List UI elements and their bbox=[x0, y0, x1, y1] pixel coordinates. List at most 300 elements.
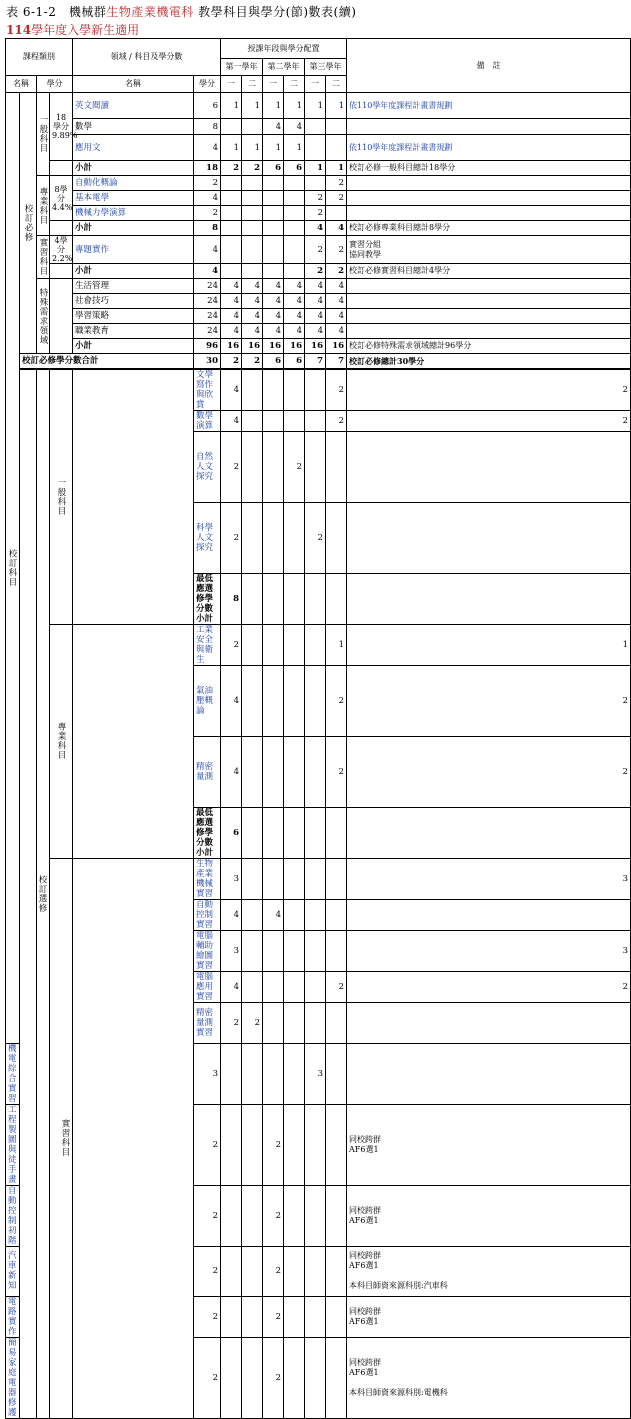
semester-credits: 4 bbox=[326, 309, 347, 324]
table-row bbox=[6, 221, 631, 236]
semester-credits bbox=[242, 206, 263, 221]
semester-credits: 2 bbox=[347, 369, 631, 411]
subject-name: 工業安全與衛生 bbox=[194, 624, 221, 665]
semester-credits: 1 bbox=[263, 93, 284, 119]
subject-name: 電腦輔助繪圖實習 bbox=[194, 930, 221, 971]
semester-credits bbox=[242, 807, 263, 858]
semester-credits bbox=[305, 135, 326, 161]
semester-credits bbox=[242, 1185, 263, 1246]
remark-line: 協同教學 bbox=[349, 249, 382, 259]
table-row bbox=[6, 294, 631, 309]
semester-credits: 4 bbox=[263, 279, 284, 294]
remark-cell bbox=[347, 1043, 631, 1104]
subject-credits: 4 bbox=[194, 264, 221, 279]
table-row bbox=[6, 324, 631, 339]
semester-credits: 4 bbox=[284, 324, 305, 339]
semester-credits: 4 bbox=[305, 279, 326, 294]
semester-credits: 2 bbox=[242, 354, 263, 369]
semester-credits bbox=[242, 899, 263, 930]
semester-credits bbox=[326, 858, 347, 899]
semester-credits: 4 bbox=[221, 309, 242, 324]
semester-credits bbox=[326, 502, 347, 573]
semester-credits bbox=[284, 1185, 305, 1246]
semester-credits bbox=[347, 1002, 631, 1043]
header-sem: 一 bbox=[263, 76, 284, 93]
table-row bbox=[6, 858, 631, 899]
semester-credits bbox=[221, 221, 242, 236]
subject-credits: 2 bbox=[221, 624, 242, 665]
semester-credits bbox=[326, 1337, 347, 1418]
header-subject-area: 領域 / 科目及學分數 bbox=[73, 39, 221, 76]
blank-cell bbox=[73, 369, 194, 625]
semester-credits bbox=[305, 431, 326, 502]
general-credits-label: 18學分 9.89% bbox=[50, 93, 73, 161]
semester-credits bbox=[221, 1043, 242, 1104]
semester-credits bbox=[263, 807, 284, 858]
semester-credits bbox=[326, 930, 347, 971]
subject-name: 數學演算 bbox=[194, 410, 221, 431]
semester-credits: 4 bbox=[326, 324, 347, 339]
semester-credits: 4 bbox=[305, 324, 326, 339]
semester-credits bbox=[305, 899, 326, 930]
subject-name: 小計 bbox=[73, 221, 194, 236]
semester-credits: 7 bbox=[326, 354, 347, 369]
subject-credits: 2 bbox=[221, 431, 242, 502]
remark-cell bbox=[347, 176, 631, 191]
header-sem: 二 bbox=[326, 76, 347, 93]
semester-credits: 1 bbox=[221, 135, 242, 161]
subject-name: 自動控制實習 bbox=[194, 899, 221, 930]
semester-credits: 16 bbox=[284, 339, 305, 354]
semester-credits: 2 bbox=[242, 161, 263, 176]
semester-credits: 1 bbox=[326, 161, 347, 176]
semester-credits bbox=[284, 736, 305, 807]
semester-credits: 4 bbox=[284, 279, 305, 294]
semester-credits bbox=[305, 176, 326, 191]
semester-credits: 4 bbox=[221, 324, 242, 339]
professional-subjects-label: 專業科目 bbox=[37, 176, 50, 236]
semester-credits: 2 bbox=[326, 191, 347, 206]
subject-credits: 24 bbox=[194, 294, 221, 309]
remark-cell: 校訂必修專業科目總計8學分 bbox=[347, 221, 631, 236]
subject-credits: 96 bbox=[194, 339, 221, 354]
semester-credits: 4 bbox=[263, 324, 284, 339]
semester-credits bbox=[305, 1104, 326, 1185]
semester-credits bbox=[284, 573, 305, 624]
semester-credits: 4 bbox=[221, 294, 242, 309]
subject-name: 自動控制初階 bbox=[6, 1185, 20, 1246]
school-subjects-label bbox=[20, 369, 37, 1419]
semester-credits bbox=[284, 410, 305, 431]
table-row bbox=[6, 339, 631, 354]
remark-cell bbox=[347, 279, 631, 294]
semester-credits bbox=[242, 858, 263, 899]
semester-credits bbox=[263, 1043, 284, 1104]
semester-credits bbox=[284, 1104, 305, 1185]
semester-credits: 4 bbox=[242, 294, 263, 309]
semester-credits bbox=[326, 807, 347, 858]
subject-name: 基本電學 bbox=[73, 191, 194, 206]
subject-credits: 4 bbox=[221, 665, 242, 736]
subject-name: 最低應選修學分數小計 bbox=[194, 807, 221, 858]
semester-credits: 2 bbox=[305, 502, 326, 573]
remark-cell: 校訂必修特殊需求領域總計96學分 bbox=[347, 339, 631, 354]
semester-credits bbox=[305, 1246, 326, 1296]
semester-credits bbox=[263, 264, 284, 279]
semester-credits bbox=[242, 1246, 263, 1296]
remark-line: 同校跨群 bbox=[349, 1134, 382, 1144]
subject-name: 工程製圖與徒手畫 bbox=[6, 1104, 20, 1185]
semester-credits: 4 bbox=[221, 279, 242, 294]
semester-credits bbox=[284, 191, 305, 206]
subject-name: 精密量測實習 bbox=[194, 1002, 221, 1043]
semester-credits bbox=[263, 176, 284, 191]
semester-credits bbox=[347, 573, 631, 624]
subject-name: 機電綜合實習 bbox=[6, 1043, 20, 1104]
subject-credits: 24 bbox=[194, 309, 221, 324]
subject-credits: 6 bbox=[221, 807, 242, 858]
semester-credits bbox=[242, 264, 263, 279]
subject-credits: 8 bbox=[194, 119, 221, 135]
subject-name: 英文閱讀 bbox=[73, 93, 194, 119]
general-subjects-label: 一般科目 bbox=[37, 93, 50, 176]
subject-name: 精密量測 bbox=[194, 736, 221, 807]
semester-credits bbox=[221, 176, 242, 191]
semester-credits bbox=[242, 236, 263, 264]
table-row bbox=[6, 206, 631, 221]
semester-credits: 16 bbox=[242, 339, 263, 354]
semester-credits bbox=[263, 573, 284, 624]
required-label: 校訂必修 bbox=[20, 93, 37, 354]
semester-credits bbox=[242, 573, 263, 624]
table-row bbox=[6, 176, 631, 191]
semester-credits bbox=[305, 930, 326, 971]
semester-credits: 4 bbox=[305, 221, 326, 236]
semester-credits bbox=[242, 971, 263, 1002]
semester-credits bbox=[284, 1337, 305, 1418]
semester-credits bbox=[242, 736, 263, 807]
header-category: 課程類別 bbox=[6, 39, 73, 76]
page-subtitle: 114學年度入學新生適用 bbox=[6, 23, 140, 37]
semester-credits bbox=[284, 1043, 305, 1104]
blank-cell bbox=[50, 221, 73, 236]
semester-credits: 6 bbox=[263, 354, 284, 369]
subject-name: 職業教育 bbox=[73, 324, 194, 339]
semester-credits bbox=[221, 1337, 242, 1418]
semester-credits: 2 bbox=[326, 264, 347, 279]
header-remarks: 備 註 bbox=[347, 39, 631, 93]
subject-credits: 3 bbox=[194, 1043, 221, 1104]
remark-cell bbox=[347, 1185, 631, 1246]
semester-credits bbox=[221, 119, 242, 135]
semester-credits bbox=[305, 1185, 326, 1246]
semester-credits bbox=[242, 221, 263, 236]
semester-credits bbox=[242, 624, 263, 665]
semester-credits: 16 bbox=[305, 339, 326, 354]
semester-credits: 6 bbox=[284, 354, 305, 369]
header-sem: 一 bbox=[221, 76, 242, 93]
remark-line: 同校跨群 bbox=[349, 1357, 382, 1367]
remark-cell: 校訂必修實習科目總計4學分 bbox=[347, 264, 631, 279]
semester-credits bbox=[305, 1296, 326, 1337]
subject-credits: 2 bbox=[194, 1246, 221, 1296]
required-total-label: 校訂必修學分數合計 bbox=[20, 354, 194, 369]
semester-credits bbox=[221, 1246, 242, 1296]
semester-credits bbox=[305, 624, 326, 665]
header-sem: 一 bbox=[305, 76, 326, 93]
semester-credits: 2 bbox=[326, 176, 347, 191]
semester-credits: 1 bbox=[326, 624, 347, 665]
semester-credits bbox=[305, 1002, 326, 1043]
professional-credits-label: 8學分 4.4% bbox=[50, 176, 73, 221]
semester-credits: 2 bbox=[326, 410, 347, 431]
semester-credits: 4 bbox=[242, 279, 263, 294]
semester-credits: 2 bbox=[326, 369, 347, 411]
school-subjects-label: 校訂科目 bbox=[6, 93, 20, 1044]
semester-credits: 4 bbox=[284, 119, 305, 135]
semester-credits bbox=[284, 858, 305, 899]
semester-credits bbox=[242, 1337, 263, 1418]
semester-credits: 4 bbox=[305, 309, 326, 324]
semester-credits: 3 bbox=[305, 1043, 326, 1104]
semester-credits bbox=[305, 971, 326, 1002]
semester-credits bbox=[284, 264, 305, 279]
subject-name: 專題實作 bbox=[73, 236, 194, 264]
semester-credits bbox=[305, 573, 326, 624]
table-row bbox=[6, 369, 631, 411]
semester-credits: 4 bbox=[326, 221, 347, 236]
semester-credits bbox=[326, 119, 347, 135]
semester-credits bbox=[284, 1246, 305, 1296]
subject-name: 小計 bbox=[73, 264, 194, 279]
semester-credits bbox=[326, 1104, 347, 1185]
header-year3: 第三學年 bbox=[305, 59, 347, 76]
remark-cell: 校訂必修一般科目總計18學分 bbox=[347, 161, 631, 176]
semester-credits bbox=[347, 431, 631, 502]
semester-credits bbox=[326, 899, 347, 930]
semester-credits bbox=[284, 1002, 305, 1043]
semester-credits bbox=[242, 502, 263, 573]
semester-credits: 1 bbox=[305, 93, 326, 119]
semester-credits: 4 bbox=[284, 309, 305, 324]
subject-name: 自動化概論 bbox=[73, 176, 194, 191]
remark-line: 本科目師資來源科別:電機科 bbox=[349, 1387, 448, 1397]
semester-credits bbox=[326, 135, 347, 161]
semester-credits: 2 bbox=[305, 264, 326, 279]
semester-credits bbox=[263, 971, 284, 1002]
semester-credits: 16 bbox=[263, 339, 284, 354]
semester-credits bbox=[221, 1296, 242, 1337]
subject-credits: 8 bbox=[194, 221, 221, 236]
semester-credits: 2 bbox=[305, 191, 326, 206]
subject-credits: 4 bbox=[194, 236, 221, 264]
subject-credits: 2 bbox=[194, 206, 221, 221]
remark-cell bbox=[347, 324, 631, 339]
semester-credits: 4 bbox=[284, 294, 305, 309]
semester-credits bbox=[326, 573, 347, 624]
semester-credits bbox=[326, 1185, 347, 1246]
subject-name: 數學 bbox=[73, 119, 194, 135]
subject-credits: 3 bbox=[221, 930, 242, 971]
semester-credits bbox=[326, 1043, 347, 1104]
subject-name: 汽車新知 bbox=[6, 1246, 20, 1296]
semester-credits bbox=[263, 930, 284, 971]
header-sem: 二 bbox=[242, 76, 263, 93]
remark-line: AF6選1 bbox=[349, 1367, 379, 1377]
subject-name: 電腦應用實習 bbox=[194, 971, 221, 1002]
blank-cell bbox=[50, 161, 73, 176]
semester-credits: 1 bbox=[284, 135, 305, 161]
semester-credits bbox=[263, 1002, 284, 1043]
table-row bbox=[6, 264, 631, 279]
semester-credits bbox=[284, 624, 305, 665]
semester-credits bbox=[326, 206, 347, 221]
semester-credits bbox=[242, 119, 263, 135]
elective-label: 校訂選修 bbox=[37, 369, 50, 1419]
subject-name: 科學人文探究 bbox=[194, 502, 221, 573]
semester-credits: 2 bbox=[263, 1246, 284, 1296]
semester-credits bbox=[263, 191, 284, 206]
subject-credits: 8 bbox=[221, 573, 242, 624]
semester-credits: 3 bbox=[347, 858, 631, 899]
semester-credits bbox=[263, 736, 284, 807]
semester-credits bbox=[221, 236, 242, 264]
semester-credits bbox=[242, 930, 263, 971]
remark-line: 同校跨群 bbox=[349, 1205, 382, 1215]
subject-credits: 4 bbox=[221, 736, 242, 807]
remark-cell bbox=[347, 1337, 631, 1418]
subject-credits: 4 bbox=[221, 369, 242, 411]
semester-credits: 1 bbox=[263, 135, 284, 161]
semester-credits bbox=[221, 1104, 242, 1185]
semester-credits bbox=[242, 176, 263, 191]
remark-cell bbox=[347, 191, 631, 206]
blank-cell bbox=[73, 624, 194, 858]
semester-credits: 3 bbox=[347, 930, 631, 971]
semester-credits bbox=[305, 858, 326, 899]
remark-cell bbox=[347, 309, 631, 324]
semester-credits: 4 bbox=[326, 294, 347, 309]
semester-credits bbox=[242, 191, 263, 206]
semester-credits bbox=[347, 502, 631, 573]
table-row bbox=[6, 354, 631, 369]
remark-line: AF6選1 bbox=[349, 1316, 379, 1326]
semester-credits: 1 bbox=[242, 93, 263, 119]
subject-credits: 2 bbox=[194, 1104, 221, 1185]
subject-name: 小計 bbox=[73, 339, 194, 354]
subject-credits: 6 bbox=[194, 93, 221, 119]
subject-name: 小計 bbox=[73, 161, 194, 176]
remark-cell: 依110學年度課程計畫書規劃 bbox=[347, 93, 631, 119]
table-row bbox=[6, 279, 631, 294]
subject-name: 社會技巧 bbox=[73, 294, 194, 309]
semester-credits bbox=[305, 665, 326, 736]
semester-credits bbox=[326, 431, 347, 502]
remark-cell bbox=[347, 1246, 631, 1296]
subject-credits: 3 bbox=[221, 858, 242, 899]
table-row bbox=[6, 135, 631, 161]
semester-credits bbox=[284, 502, 305, 573]
semester-credits bbox=[263, 502, 284, 573]
semester-credits bbox=[263, 206, 284, 221]
curriculum-table bbox=[5, 38, 631, 1419]
remark-cell bbox=[347, 294, 631, 309]
semester-credits: 2 bbox=[221, 354, 242, 369]
semester-credits bbox=[221, 1185, 242, 1246]
semester-credits bbox=[242, 431, 263, 502]
semester-credits bbox=[221, 264, 242, 279]
header-year2: 第二學年 bbox=[263, 59, 305, 76]
semester-credits: 2 bbox=[347, 971, 631, 1002]
blank-cell bbox=[50, 279, 73, 354]
semester-credits: 4 bbox=[242, 309, 263, 324]
table-row bbox=[6, 624, 631, 665]
special-needs-label: 特殊需求領域 bbox=[37, 279, 50, 354]
semester-credits: 6 bbox=[263, 161, 284, 176]
semester-credits: 2 bbox=[326, 665, 347, 736]
remark-cell bbox=[347, 206, 631, 221]
semester-credits bbox=[263, 221, 284, 236]
semester-credits bbox=[242, 665, 263, 736]
semester-credits: 7 bbox=[305, 354, 326, 369]
table-row bbox=[6, 191, 631, 206]
semester-credits bbox=[221, 206, 242, 221]
semester-credits bbox=[263, 431, 284, 502]
semester-credits: 6 bbox=[284, 161, 305, 176]
semester-credits: 1 bbox=[242, 135, 263, 161]
semester-credits bbox=[284, 899, 305, 930]
subject-credits: 2 bbox=[194, 1296, 221, 1337]
table-row bbox=[6, 309, 631, 324]
subject-name: 生活管理 bbox=[73, 279, 194, 294]
semester-credits bbox=[242, 1296, 263, 1337]
subject-name: 學習策略 bbox=[73, 309, 194, 324]
semester-credits: 4 bbox=[263, 899, 284, 930]
semester-credits: 2 bbox=[263, 1185, 284, 1246]
semester-credits bbox=[284, 369, 305, 411]
semester-credits: 2 bbox=[326, 971, 347, 1002]
header-schedule: 授課年段與學分配置 bbox=[221, 39, 347, 59]
header-subject-credits: 學分 bbox=[194, 76, 221, 93]
semester-credits: 1 bbox=[347, 624, 631, 665]
semester-credits bbox=[284, 206, 305, 221]
remark-cell: 校訂必修總計30學分 bbox=[347, 354, 631, 369]
semester-credits: 4 bbox=[263, 119, 284, 135]
header-credits: 學分 bbox=[37, 76, 73, 93]
subject-credits: 4 bbox=[194, 135, 221, 161]
semester-credits bbox=[326, 1296, 347, 1337]
semester-credits bbox=[284, 665, 305, 736]
subject-credits: 24 bbox=[194, 324, 221, 339]
header-year1: 第一學年 bbox=[221, 59, 263, 76]
header-name: 名稱 bbox=[6, 76, 37, 93]
semester-credits bbox=[284, 930, 305, 971]
semester-credits: 16 bbox=[326, 339, 347, 354]
semester-credits: 4 bbox=[326, 279, 347, 294]
remark-cell: 依110學年度課程計畫書規劃 bbox=[347, 135, 631, 161]
semester-credits: 2 bbox=[326, 236, 347, 264]
semester-credits: 2 bbox=[263, 1104, 284, 1185]
subject-name: 簡易家庭電器修護 bbox=[6, 1337, 20, 1418]
semester-credits: 2 bbox=[347, 410, 631, 431]
semester-credits: 2 bbox=[242, 1002, 263, 1043]
remark-line: 本科目師資來源科別:汽車科 bbox=[349, 1281, 448, 1290]
semester-credits: 2 bbox=[284, 431, 305, 502]
semester-credits bbox=[263, 858, 284, 899]
table-row bbox=[6, 161, 631, 176]
semester-credits: 1 bbox=[284, 93, 305, 119]
remark-line: AF6選1 bbox=[349, 1215, 379, 1225]
